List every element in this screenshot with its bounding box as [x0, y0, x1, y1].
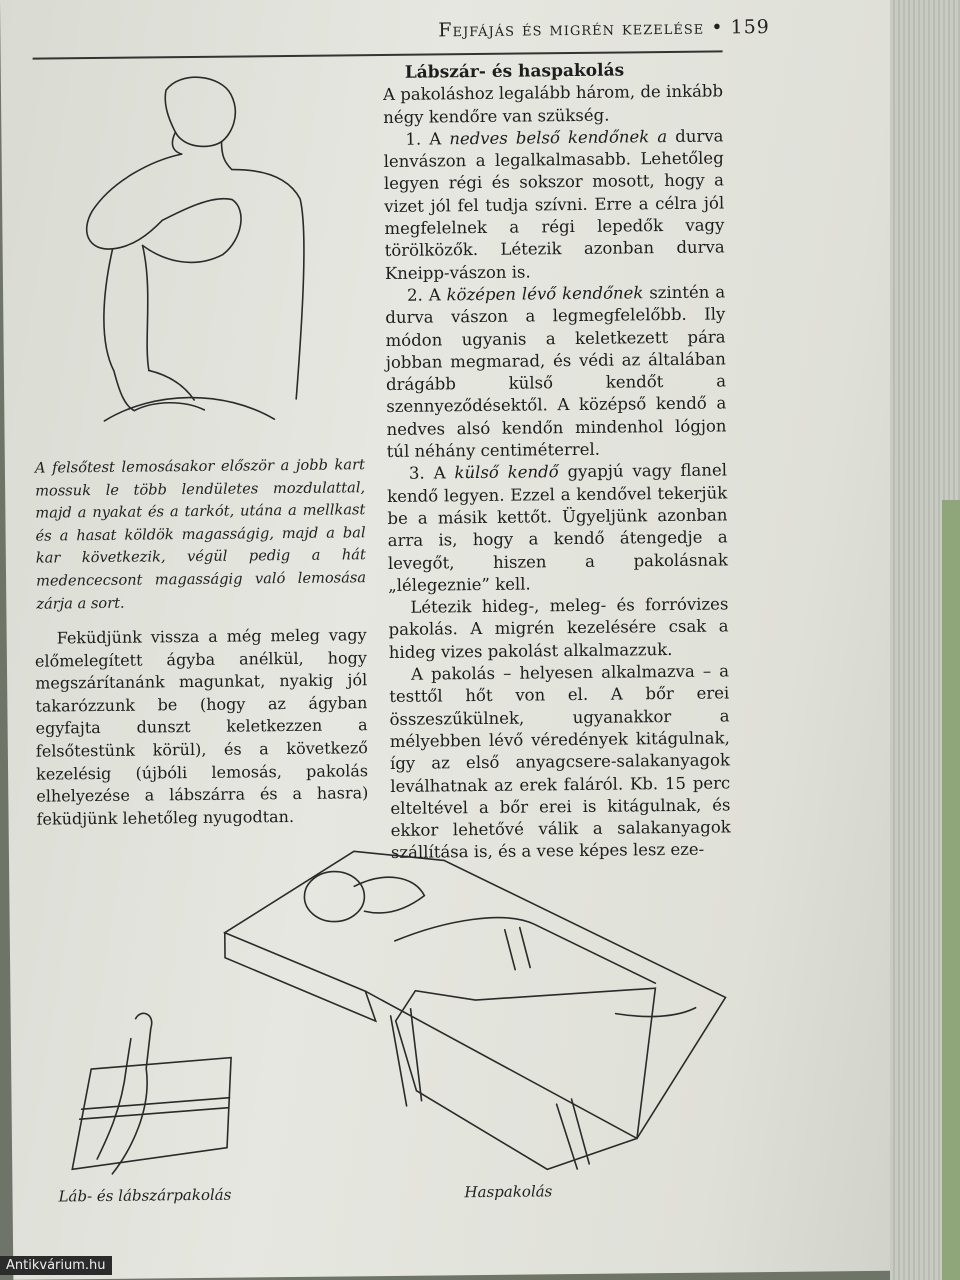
- section-heading: Lábszár- és haspakolás: [404, 60, 625, 83]
- p2-emphasis: nedves belső kendőnek a: [449, 126, 668, 149]
- header-title: Fejfájás és migrén kezelése: [438, 16, 705, 42]
- leg-wrap-caption: Láb- és lábszárpakolás: [58, 1185, 232, 1206]
- paragraph-1: A pakoláshoz legalább három, de inkább négy kendőre van szükség.: [382, 81, 724, 127]
- header-separator: •: [711, 16, 724, 39]
- paragraph-2: [383, 125, 725, 285]
- running-header: [438, 16, 770, 41]
- paragraph-3: [385, 281, 727, 463]
- p2-body: durva lenvászon a legalkalmasabb. Lehetőleg legyen régi és sokszor mosott, hogy a vizet jól fel tudja szívni. Erre a célra jól megfelelnek a régi lepedők vagy törölközők. Létezik azonban durva Kneipp-vászon is.: [383, 126, 725, 283]
- p4-body: gyapjú vagy flanel kendő legyen. Ezzel a kendővel tekerjük be a másik kettőt. Ügyeljünk azonban arra is, hogy a kendő átengedje a levegőt, hiszen a pakolásnak „lélegeznie” kell.: [387, 460, 728, 595]
- p3-emphasis: középen lévő kendőnek: [446, 283, 644, 305]
- page-number: 159: [730, 15, 770, 39]
- watermark: Antikvárium.hu: [0, 1256, 112, 1275]
- paragraph-5: Létezik hideg-, meleg- és forróvizes pakolás. A migrén kezelésére csak a hideg vizes pakolást alkalmazzuk.: [388, 594, 729, 662]
- right-column: [383, 58, 731, 864]
- p2-lead: 1. A: [405, 129, 450, 149]
- p4-emphasis: külső kendő: [454, 462, 559, 483]
- left-column-text: [35, 624, 369, 831]
- abdomen-wrap-illustration: [214, 837, 738, 1187]
- paragraph-6: A pakolás – helyesen alkalmazva – a testtől hőt von el. A bőr erei összeszűkülnek, ugyanakkor a mélyebben lévő véredények kitágulnak, így az első anyagcsere-salakanyagok leválhatnak az erek faláról. Kb. 15 perc elteltével a bőr erei is kitágulnak, és ekkor lehetővé válik a salakanyagok szállítása is, és a vese képes lesz eze-: [389, 661, 731, 863]
- book-cover-edge: [942, 500, 960, 1280]
- left-paragraph: Feküdjünk vissza a még meleg vagy előmelegített ágyba anélkül, hogy megszárítanánk magunkat, nyakig jól takarózzunk be (hogy az ágyban egyfajta dunszt keletkezzen a felsőtestünk körül), és a következő kezelésig (újbóli lemosás, pakolás elhelyezése a lábszárra és a hasra) feküdjünk lehetőleg nyugodtan.: [34, 625, 369, 829]
- p3-lead: 2. A: [407, 285, 447, 305]
- p4-lead: 3. A: [408, 463, 455, 484]
- figure-caption-washing: A felsőtest lemosásakor először a jobb kart mossuk le több lendületes mozdulattal, majd a nyakat és a tarkót, utána a mellkast és a hasat köldök magasságig, majd a bal kar következik, végül pedig a hát medencecsont magasságig való lemosása zárja a sort.: [34, 456, 367, 613]
- header-rule: [33, 50, 723, 59]
- abdomen-wrap-caption: Haspakolás: [464, 1182, 553, 1202]
- washing-arm-illustration: [71, 69, 315, 441]
- p3-body: szintén a durva vászon a legmegfelelőbb. Ily módon ugyanis a keletkezett pára jobban megmarad, és védi az általában drágább külső kendőt a szennyeződésektől. A középső kendő a nedves alsó kendőn mindenhol lógjon túl néhány centiméterrel.: [385, 282, 727, 462]
- paragraph-4: [387, 460, 728, 597]
